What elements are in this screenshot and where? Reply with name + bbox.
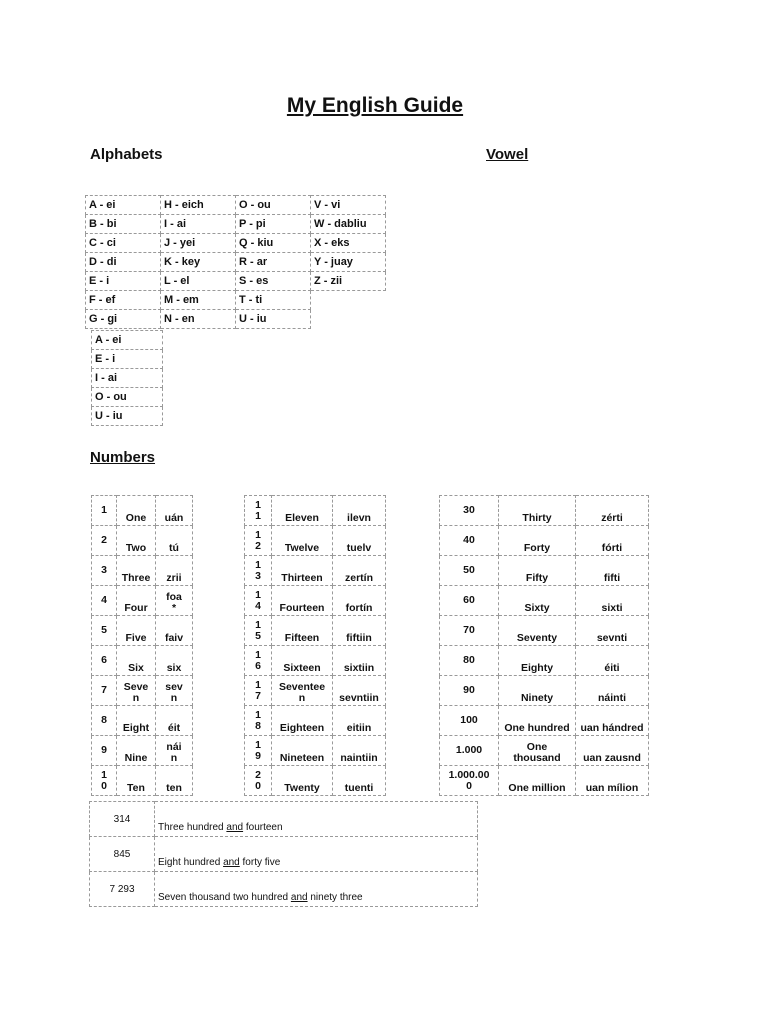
number-row (92, 676, 193, 706)
page-title: My English Guide (286, 94, 464, 117)
number-digit: 1 9 (245, 736, 272, 766)
number-word: Eighteen (272, 706, 333, 736)
number-word: Sixteen (272, 646, 333, 676)
alphabet-cell: B - bi (86, 215, 161, 234)
alphabet-row (86, 310, 386, 329)
number-pronunciation: nái n (156, 736, 193, 766)
alphabet-row (86, 215, 386, 234)
number-row (92, 526, 193, 556)
number-word: Eighty (499, 646, 576, 676)
number-digit: 100 (440, 706, 499, 736)
number-pronunciation: sixtiin (333, 646, 386, 676)
alphabet-cell: K - key (161, 253, 236, 272)
number-pronunciation: faiv (156, 616, 193, 646)
alphabet-cell: C - ci (86, 234, 161, 253)
number-word: Ten (117, 766, 156, 796)
number-row (92, 556, 193, 586)
number-pronunciation: fifti (576, 556, 649, 586)
number-word: Fourteen (272, 586, 333, 616)
alphabet-row (86, 291, 386, 310)
numbers-11-20-table (244, 495, 386, 796)
example-and-word: and (290, 892, 308, 903)
number-pronunciation: sev n (156, 676, 193, 706)
alphabet-cell: F - ef (86, 291, 161, 310)
alphabet-row (86, 196, 386, 215)
number-pronunciation: uan hándred (576, 706, 649, 736)
example-words-start: Three hundred (158, 822, 227, 833)
alphabet-cell: X - eks (311, 234, 386, 253)
number-row (440, 586, 649, 616)
example-row (90, 802, 478, 837)
number-digit: 70 (440, 616, 499, 646)
example-words-end: forty five (239, 857, 281, 868)
vowel-row (92, 388, 163, 407)
number-row (440, 766, 649, 796)
number-pronunciation: ilevn (333, 496, 386, 526)
example-words-end: fourteen (243, 822, 283, 833)
number-word: Fifteen (272, 616, 333, 646)
number-digit: 40 (440, 526, 499, 556)
number-row (245, 766, 386, 796)
number-row (245, 616, 386, 646)
number-pronunciation: fiftiin (333, 616, 386, 646)
number-pronunciation: zérti (576, 496, 649, 526)
number-pronunciation: zertín (333, 556, 386, 586)
number-digit: 8 (92, 706, 117, 736)
vowel-row (92, 369, 163, 388)
alphabet-row (86, 253, 386, 272)
alphabet-cell (311, 310, 386, 329)
numbers-heading: Numbers (90, 449, 156, 466)
number-pronunciation: uan mílion (576, 766, 649, 796)
number-digit: 60 (440, 586, 499, 616)
number-word: Four (117, 586, 156, 616)
example-and-word: and (223, 857, 240, 868)
numbers-tens-table (439, 495, 649, 796)
example-words (155, 837, 478, 872)
vowel-cell: U - iu (92, 407, 163, 426)
alphabet-cell: G - gi (86, 310, 161, 329)
number-word: Forty (499, 526, 576, 556)
number-pronunciation: ten (156, 766, 193, 796)
number-pronunciation: náinti (576, 676, 649, 706)
number-word: Nineteen (272, 736, 333, 766)
alphabet-table (85, 195, 386, 329)
example-words-start: Seven thousand two hundred (158, 892, 291, 903)
alphabet-cell: V - vi (311, 196, 386, 215)
number-word: Ninety (499, 676, 576, 706)
alphabet-cell: A - ei (86, 196, 161, 215)
number-pronunciation: éiti (576, 646, 649, 676)
number-row (245, 706, 386, 736)
alphabet-cell: M - em (161, 291, 236, 310)
number-pronunciation: uan zausnd (576, 736, 649, 766)
vowel-table (91, 330, 163, 426)
alphabet-cell: J - yei (161, 234, 236, 253)
vowel-row (92, 407, 163, 426)
number-digit: 4 (92, 586, 117, 616)
number-digit: 5 (92, 616, 117, 646)
number-pronunciation: fortín (333, 586, 386, 616)
number-digit: 6 (92, 646, 117, 676)
alphabet-cell: U - iu (236, 310, 311, 329)
alphabet-cell (311, 291, 386, 310)
alphabet-cell: R - ar (236, 253, 311, 272)
number-pronunciation: naintiin (333, 736, 386, 766)
example-number: 845 (90, 837, 155, 872)
number-row (92, 646, 193, 676)
number-row (440, 556, 649, 586)
number-row (245, 586, 386, 616)
alphabet-cell: H - eich (161, 196, 236, 215)
number-row (245, 526, 386, 556)
number-row (92, 766, 193, 796)
number-word: Thirteen (272, 556, 333, 586)
example-and-word: and (226, 822, 244, 833)
number-row (92, 706, 193, 736)
number-digit: 1 3 (245, 556, 272, 586)
example-row (90, 837, 478, 872)
alphabet-row (86, 272, 386, 291)
number-digit: 9 (92, 736, 117, 766)
number-examples-table (89, 801, 478, 907)
alphabet-cell: O - ou (236, 196, 311, 215)
number-word: Twenty (272, 766, 333, 796)
alphabet-cell: Y - juay (311, 253, 386, 272)
vowel-cell: A - ei (92, 331, 163, 350)
number-digit: 1 7 (245, 676, 272, 706)
number-word: Six (117, 646, 156, 676)
number-digit: 2 0 (245, 766, 272, 796)
number-word: One hundred (499, 706, 576, 736)
example-number: 7 293 (90, 872, 155, 907)
number-row (440, 736, 649, 766)
vowel-heading: Vowel (486, 146, 529, 163)
number-row (92, 736, 193, 766)
number-pronunciation: éit (156, 706, 193, 736)
number-digit: 7 (92, 676, 117, 706)
number-row (440, 526, 649, 556)
number-digit: 1 5 (245, 616, 272, 646)
alphabet-cell: Q - kiu (236, 234, 311, 253)
example-words (155, 872, 478, 907)
number-digit: 1 8 (245, 706, 272, 736)
number-digit: 50 (440, 556, 499, 586)
number-digit: 1 0 (92, 766, 117, 796)
number-pronunciation: uán (156, 496, 193, 526)
number-row (245, 736, 386, 766)
number-pronunciation: tuenti (333, 766, 386, 796)
number-word: Sixty (499, 586, 576, 616)
alphabets-heading: Alphabets (90, 146, 163, 163)
number-pronunciation: zrii (156, 556, 193, 586)
example-row (90, 872, 478, 907)
number-digit: 80 (440, 646, 499, 676)
number-word: Five (117, 616, 156, 646)
example-words-start: Eight hundred (158, 857, 224, 868)
number-word: One (117, 496, 156, 526)
number-pronunciation: tuelv (333, 526, 386, 556)
number-digit: 3 (92, 556, 117, 586)
alphabet-cell: Z - zii (311, 272, 386, 291)
number-digit: 1 2 (245, 526, 272, 556)
number-pronunciation: fórti (576, 526, 649, 556)
number-digit: 2 (92, 526, 117, 556)
example-words-end: ninety three (307, 892, 363, 903)
number-word: One thousand (499, 736, 576, 766)
vowel-cell: I - ai (92, 369, 163, 388)
alphabet-cell: T - ti (236, 291, 311, 310)
alphabet-cell: D - di (86, 253, 161, 272)
number-word: Two (117, 526, 156, 556)
number-digit: 30 (440, 496, 499, 526)
number-word: Seventee n (272, 676, 333, 706)
number-pronunciation: tú (156, 526, 193, 556)
number-row (245, 646, 386, 676)
number-row (92, 496, 193, 526)
number-digit: 1.000 (440, 736, 499, 766)
number-row (92, 616, 193, 646)
alphabet-cell: P - pi (236, 215, 311, 234)
alphabet-cell: N - en (161, 310, 236, 329)
number-word: Fifty (499, 556, 576, 586)
number-pronunciation: six (156, 646, 193, 676)
number-row (245, 496, 386, 526)
vowel-row (92, 331, 163, 350)
number-row (245, 676, 386, 706)
vowel-row (92, 350, 163, 369)
number-pronunciation: foa * (156, 586, 193, 616)
alphabet-cell: L - el (161, 272, 236, 291)
number-word: Nine (117, 736, 156, 766)
number-digit: 1 1 (245, 496, 272, 526)
number-row (92, 586, 193, 616)
number-pronunciation: sevnti (576, 616, 649, 646)
number-digit: 90 (440, 676, 499, 706)
alphabet-cell: I - ai (161, 215, 236, 234)
number-pronunciation: sixti (576, 586, 649, 616)
vowel-cell: O - ou (92, 388, 163, 407)
alphabet-cell: E - i (86, 272, 161, 291)
number-word: Twelve (272, 526, 333, 556)
number-word: Eight (117, 706, 156, 736)
number-row (440, 706, 649, 736)
number-pronunciation: eitiin (333, 706, 386, 736)
number-pronunciation: sevntiin (333, 676, 386, 706)
example-words (155, 802, 478, 837)
alphabet-cell: S - es (236, 272, 311, 291)
number-row (440, 616, 649, 646)
number-row (440, 646, 649, 676)
alphabet-row (86, 234, 386, 253)
vowel-cell: E - i (92, 350, 163, 369)
number-word: Seventy (499, 616, 576, 646)
number-word: One million (499, 766, 576, 796)
number-word: Seve n (117, 676, 156, 706)
number-digit: 1.000.00 0 (440, 766, 499, 796)
number-row (245, 556, 386, 586)
number-digit: 1 4 (245, 586, 272, 616)
number-word: Thirty (499, 496, 576, 526)
number-row (440, 676, 649, 706)
number-digit: 1 6 (245, 646, 272, 676)
number-row (440, 496, 649, 526)
alphabet-cell: W - dabliu (311, 215, 386, 234)
number-word: Three (117, 556, 156, 586)
example-number: 314 (90, 802, 155, 837)
number-word: Eleven (272, 496, 333, 526)
number-digit: 1 (92, 496, 117, 526)
numbers-1-10-table (91, 495, 193, 796)
